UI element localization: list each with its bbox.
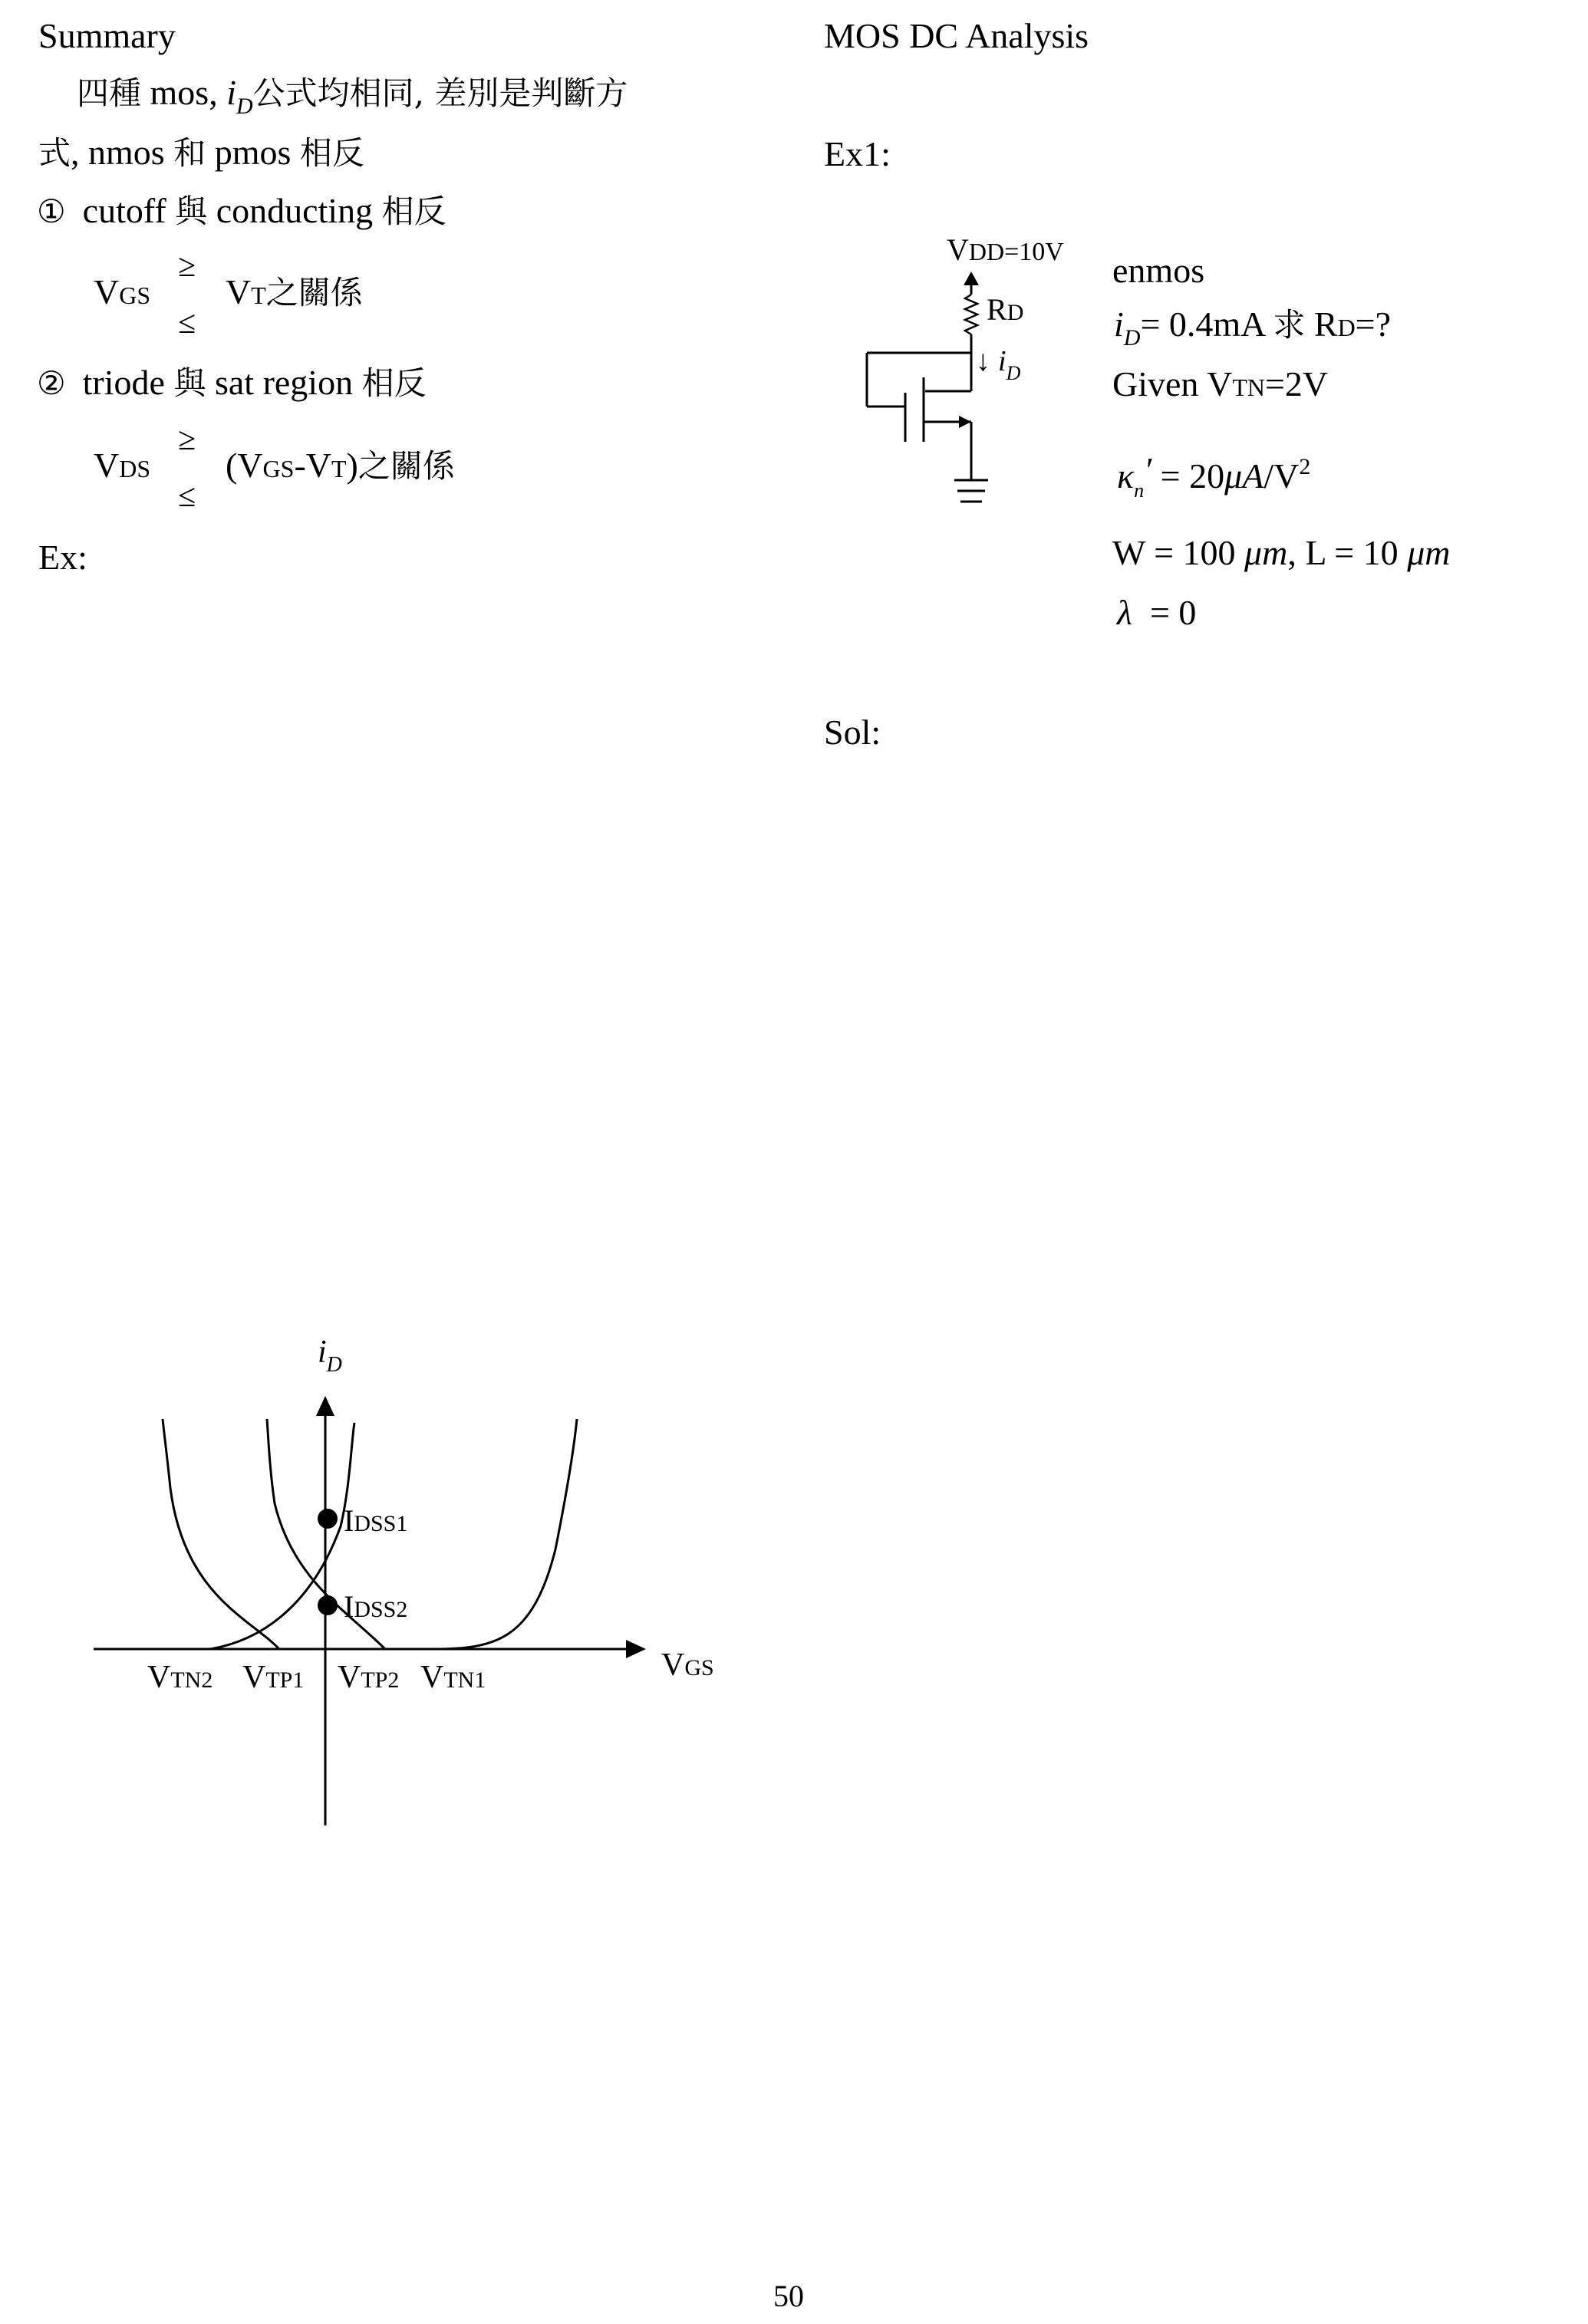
given-kappa-mu: μ	[1224, 456, 1243, 495]
item2-rhs-cjk: 之關係	[357, 447, 455, 485]
given-kappa-unit: /V	[1263, 456, 1300, 495]
given-id-sub: D	[1123, 325, 1141, 351]
given-kappa-sup: 2	[1299, 454, 1311, 479]
vdd-arrowhead	[964, 272, 979, 285]
given-dimensions	[1112, 535, 1451, 571]
intro2-text-2: pmos	[206, 133, 300, 172]
vdd-label	[947, 232, 1064, 267]
given-vtn-end: =2V	[1264, 364, 1329, 403]
y-axis-label-main: i	[318, 1335, 327, 1370]
item2-cjk-1: 與	[173, 364, 206, 402]
item1-rhs-sub: T	[251, 281, 266, 309]
id-current-main: i	[998, 345, 1007, 377]
vdd-label-value: =10V	[1004, 238, 1064, 266]
given-kappa-prime: ′	[1144, 450, 1152, 489]
given-device-type: enmos	[1112, 251, 1205, 290]
vtn1-label-main: V	[420, 1660, 444, 1695]
given-kappa-symbol: κ	[1117, 456, 1135, 495]
item1-rhs-cjk: 之關係	[265, 274, 363, 311]
item2-text-2: sat region	[206, 363, 362, 402]
id-current-label	[976, 347, 1020, 383]
item1-le: ≤	[178, 305, 196, 341]
given-w-unit: μm	[1244, 533, 1288, 572]
item2-cjk-2: 相反	[361, 364, 427, 402]
idss1-label-sub: DSS1	[354, 1511, 408, 1536]
y-axis-label-sub: D	[326, 1353, 342, 1377]
item2-rhs-sub2: T	[331, 455, 347, 482]
given-id	[1114, 304, 1392, 351]
given-lambda-value: = 0	[1132, 593, 1197, 632]
rd-label	[987, 292, 1024, 327]
item1-text-2: conducting	[207, 191, 382, 230]
item2-rhs-mid: -V	[294, 446, 331, 485]
intro2-text-1: , nmos	[71, 133, 174, 172]
idss1-label-main: I	[344, 1503, 354, 1538]
sol-label: Sol:	[824, 713, 881, 752]
item2-rhs-sub1: GS	[262, 455, 295, 482]
intro-cjk-1: 四種	[77, 74, 142, 112]
given-vtn-sub: TN	[1232, 374, 1265, 401]
vtp1-label-main: V	[242, 1660, 266, 1695]
summary-heading: Summary	[38, 16, 176, 55]
given-lambda	[1117, 595, 1196, 630]
vdd-label-sub: DD	[968, 238, 1005, 265]
given-vtn-text: Given V	[1112, 364, 1233, 403]
item2-text-1: triode	[82, 363, 174, 402]
intro-id-main: i	[226, 73, 236, 112]
intro-id-sub: D	[236, 94, 253, 119]
item2-lhs-main: V	[94, 446, 120, 485]
vtn2-label-main: V	[147, 1660, 171, 1695]
given-kappa	[1117, 450, 1311, 502]
given-rd-text: R	[1305, 304, 1338, 344]
vtn2-label-sub: TN2	[170, 1667, 213, 1693]
given-rd-sub: D	[1337, 314, 1356, 341]
item1-cjk-2: 相反	[381, 193, 446, 230]
given-kappa-A: A	[1242, 456, 1264, 495]
intro-mos: mos,	[141, 73, 227, 112]
given-id-main: i	[1114, 304, 1124, 344]
idss2-label-sub: DSS2	[354, 1597, 408, 1622]
rd-label-main: R	[987, 292, 1007, 327]
given-rd-end: =?	[1355, 304, 1392, 344]
item1-cjk-1: 與	[175, 193, 208, 230]
page-number: 50	[773, 2279, 804, 2313]
item2-rhs-open: (V	[226, 446, 263, 485]
given-kappa-sub: n	[1134, 479, 1145, 502]
given-l-unit: μm	[1407, 533, 1451, 572]
given-kappa-eq: = 20	[1151, 456, 1225, 495]
given-vtn	[1112, 364, 1329, 403]
mos-dc-heading: MOS DC Analysis	[824, 16, 1089, 55]
intro-cjk-2: 公式均相同, 差別是判斷方	[252, 74, 628, 112]
rd-label-sub: D	[1007, 300, 1024, 325]
intro2-cjk-2: 和	[173, 134, 206, 172]
given-lambda-symbol: λ	[1117, 593, 1132, 632]
given-w-text: W = 100	[1112, 533, 1245, 572]
id-current-arrow: ↓	[976, 345, 990, 377]
x-axis-label-main: V	[661, 1648, 685, 1683]
vdd-label-main: V	[947, 232, 969, 267]
idss2-label-main: I	[344, 1589, 354, 1624]
intro2-cjk-1: 式	[38, 134, 71, 172]
item1-lhs-main: V	[94, 272, 120, 311]
x-axis-label-sub: GS	[684, 1655, 714, 1680]
item1-rhs-main: V	[226, 272, 252, 311]
item1-lhs-sub: GS	[119, 281, 151, 309]
item2-le: ≤	[178, 479, 196, 514]
given-id-cjk: 求	[1273, 306, 1306, 344]
rd-resistor	[965, 295, 977, 334]
item1-text-1: cutoff	[82, 191, 176, 230]
vtp2-label-sub: TP2	[361, 1667, 400, 1693]
intro2-cjk-3: 相反	[299, 134, 364, 172]
vtp2-label-main: V	[338, 1660, 361, 1695]
given-l-text: , L = 10	[1287, 533, 1408, 572]
item2-number: ②	[37, 367, 66, 402]
given-id-text: = 0.4mA	[1140, 304, 1273, 344]
item1-ge: ≥	[178, 249, 196, 284]
item2-ge: ≥	[178, 422, 196, 457]
ex-label: Ex:	[38, 538, 87, 577]
vtp1-label-sub: TP1	[265, 1667, 305, 1693]
item1-number: ①	[37, 195, 66, 230]
ex1-label: Ex1:	[824, 134, 891, 173]
id-current-sub: D	[1006, 362, 1021, 384]
source-arrowhead	[959, 416, 971, 428]
item2-rhs-close: )	[346, 446, 358, 485]
item2-lhs-sub: DS	[119, 455, 151, 482]
vtn1-label-sub: TN1	[443, 1667, 486, 1693]
